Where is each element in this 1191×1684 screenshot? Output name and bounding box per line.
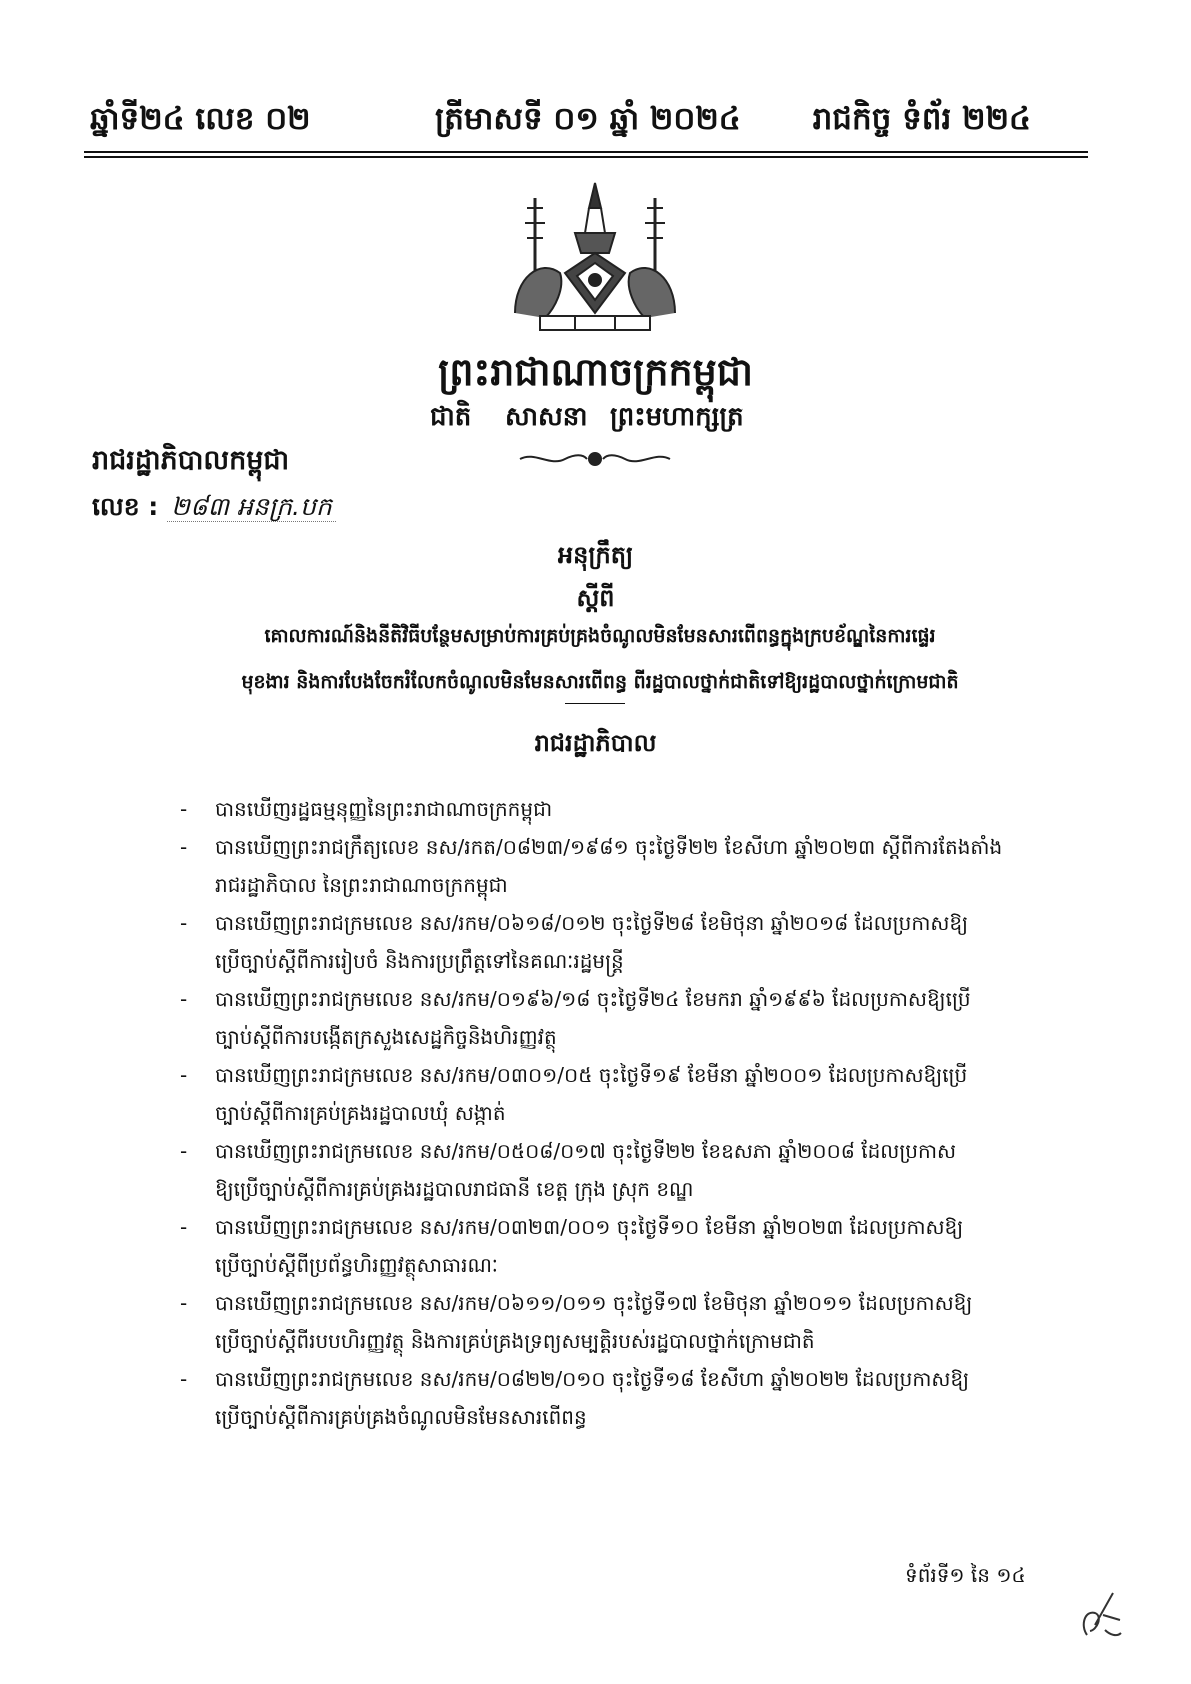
visa-line-continued: ប្រើច្បាប់ស្តីពីរបបហិរញ្ញវត្ថុ និងការគ្រប់គ្រងទ្រព្យសម្បត្តិរបស់រដ្ឋបាលថ្នាក់ក្រោមជាតិ xyxy=(215,1329,815,1353)
motto-nation: ជាតិ xyxy=(430,402,472,432)
gazette-quarter: ត្រីមាសទី ០១ ឆ្នាំ ២០២៤ xyxy=(435,101,741,137)
visa-line: បានឃើញរដ្ឋធម្មនុញ្ញនៃព្រះរាជាណាចក្រកម្ពុជា xyxy=(215,797,553,821)
list-item xyxy=(180,1284,1060,1360)
list-item xyxy=(180,828,1060,904)
bullet-dash: - xyxy=(180,987,188,1011)
bullet-dash: - xyxy=(180,1063,188,1087)
bullet-dash: - xyxy=(180,1139,188,1163)
bullet-dash: - xyxy=(180,1367,188,1391)
visa-line-continued: ប្រើច្បាប់ស្តីពីប្រព័ន្ធហិរញ្ញវត្ថុសាធារណៈ xyxy=(215,1253,498,1277)
document-subject-line-1: គោលការណ៍និងនីតិវិធីបន្ថែមសម្រាប់ការគ្រប់គ្រងចំណូលមិនមែនសារពើពន្ធក្នុងក្របខ័ណ្ឌនៃការផ្ទេរ xyxy=(264,625,936,647)
reference-number-label: លេខ : xyxy=(92,492,159,521)
reference-number xyxy=(92,492,336,528)
visa-line-continued: ច្បាប់ស្តីពីការបង្កើតក្រសួងសេដ្ឋកិច្ចនិងហិរញ្ញវត្ថុ xyxy=(215,1025,557,1049)
visa-line: បានឃើញព្រះរាជក្រមលេខ នស/រកម/០៣២៣/០០១ ចុះថ្ងៃទី១០ ខែមីនា ឆ្នាំ២០២៣ ដែលប្រកាសឱ្យ xyxy=(215,1215,964,1239)
list-item xyxy=(180,1360,1060,1436)
list-item xyxy=(180,1056,1060,1132)
bullet-dash: - xyxy=(180,1291,188,1315)
list-item xyxy=(180,790,1060,828)
reference-number-value: ២៨៣ អនក្រ.បក xyxy=(167,492,336,522)
list-item xyxy=(180,1132,1060,1208)
visa-line: បានឃើញព្រះរាជក្រមលេខ នស/រកម/០៦១៨/០១២ ចុះថ្ងៃទី២៨ ខែមិថុនា ឆ្នាំ២០១៨ ដែលប្រកាសឱ្យ xyxy=(215,911,969,935)
visa-line-continued: ឱ្យប្រើច្បាប់ស្តីពីការគ្រប់គ្រងរដ្ឋបាលរាជធានី ខេត្ត ក្រុង ស្រុក ខណ្ឌ xyxy=(215,1177,694,1201)
visa-line: បានឃើញព្រះរាជក្រមលេខ នស/រកម/០៣០១/០៥ ចុះថ្ងៃទី១៩ ខែមីនា ឆ្នាំ២០០១ ដែលប្រកាសឱ្យប្រើ xyxy=(215,1063,968,1087)
list-item xyxy=(180,1208,1060,1284)
royal-coat-of-arms-icon xyxy=(505,178,685,338)
gazette-year-issue: ឆ្នាំទី២៤ លេខ ០២ xyxy=(90,101,311,137)
subject-divider xyxy=(565,703,625,704)
header-rule-double xyxy=(84,156,1088,158)
gazette-page-number: រាជកិច្ច ទំព័រ ២២៤ xyxy=(812,101,1031,137)
visa-line-continued: រាជរដ្ឋាភិបាល នៃព្រះរាជាណាចក្រកម្ពុជា xyxy=(215,873,508,897)
bullet-dash: - xyxy=(180,1215,188,1239)
motto-king: ព្រះមហាក្សត្រ xyxy=(610,402,744,432)
visa-line: បានឃើញព្រះរាជក្រឹត្យលេខ នស/រកត/០៨២៣/១៩៨១ ចុះថ្ងៃទី២២ ខែសីហា ឆ្នាំ២០២៣ ស្តីពីការតែងតាំង xyxy=(215,835,1003,859)
list-item xyxy=(180,904,1060,980)
visa-line: បានឃើញព្រះរាជក្រមលេខ នស/រកម/០៨២២/០១០ ចុះថ្ងៃទី១៨ ខែសីហា ឆ្នាំ២០២២ ដែលប្រកាសឱ្យ xyxy=(215,1367,970,1391)
visa-line: បានឃើញព្រះរាជក្រមលេខ នស/រកម/០៦១១/០១១ ចុះថ្ងៃទី១៧ ខែមិថុនា ឆ្នាំ២០១១ ដែលប្រកាសឱ្យ xyxy=(215,1291,973,1315)
header-rule xyxy=(84,151,1088,153)
bullet-dash: - xyxy=(180,835,188,859)
document-about: ស្តីពី xyxy=(576,584,615,612)
page-counter: ទំព័រទី១ នៃ ១៤ xyxy=(905,1563,1026,1587)
government-heading: រាជរដ្ឋាភិបាល xyxy=(534,729,657,757)
document-type: អនុក្រឹត្យ xyxy=(557,541,634,569)
motto-religion: សាសនា xyxy=(505,402,588,432)
visa-line: បានឃើញព្រះរាជក្រមលេខ នស/រកម/០៥០៨/០១៧ ចុះថ្ងៃទី២២ ខែឧសភា ឆ្នាំ២០០៨ ដែលប្រកាស xyxy=(215,1139,957,1163)
list-item xyxy=(180,980,1060,1056)
ornament-divider-icon xyxy=(515,448,675,470)
issuer-name: រាជរដ្ឋាភិបាលកម្ពុជា xyxy=(92,445,290,476)
bullet-dash: - xyxy=(180,911,188,935)
visa-line-continued: ច្បាប់ស្តីពីការគ្រប់គ្រងរដ្ឋបាលឃុំ សង្កាត់ xyxy=(215,1101,506,1125)
visa-line: បានឃើញព្រះរាជក្រមលេខ នស/រកម/០១៩៦/១៨ ចុះថ្ងៃទី២៤ ខែមករា ឆ្នាំ១៩៩៦ ដែលប្រកាសឱ្យប្រើ xyxy=(215,987,971,1011)
document-subject-line-2: មុខងារ និងការបែងចែករំលែកចំណូលមិនមែនសារពើពន្ធ ពីរដ្ឋបាលថ្នាក់ជាតិទៅឱ្យរដ្ឋបាលថ្នាក់ក្រោមជាតិ xyxy=(241,671,959,693)
visa-line-continued: ប្រើច្បាប់ស្តីពីការគ្រប់គ្រងចំណូលមិនមែនសារពើពន្ធ xyxy=(215,1405,587,1429)
bullet-dash: - xyxy=(180,797,188,821)
initials-signature-icon xyxy=(1075,1585,1125,1645)
kingdom-title: ព្រះរាជាណាចក្រកម្ពុជា xyxy=(438,350,753,394)
visa-line-continued: ប្រើច្បាប់ស្តីពីការរៀបចំ និងការប្រព្រឹត្តទៅនៃគណៈរដ្ឋមន្ត្រី xyxy=(215,949,624,973)
visa-list xyxy=(180,790,1060,1436)
